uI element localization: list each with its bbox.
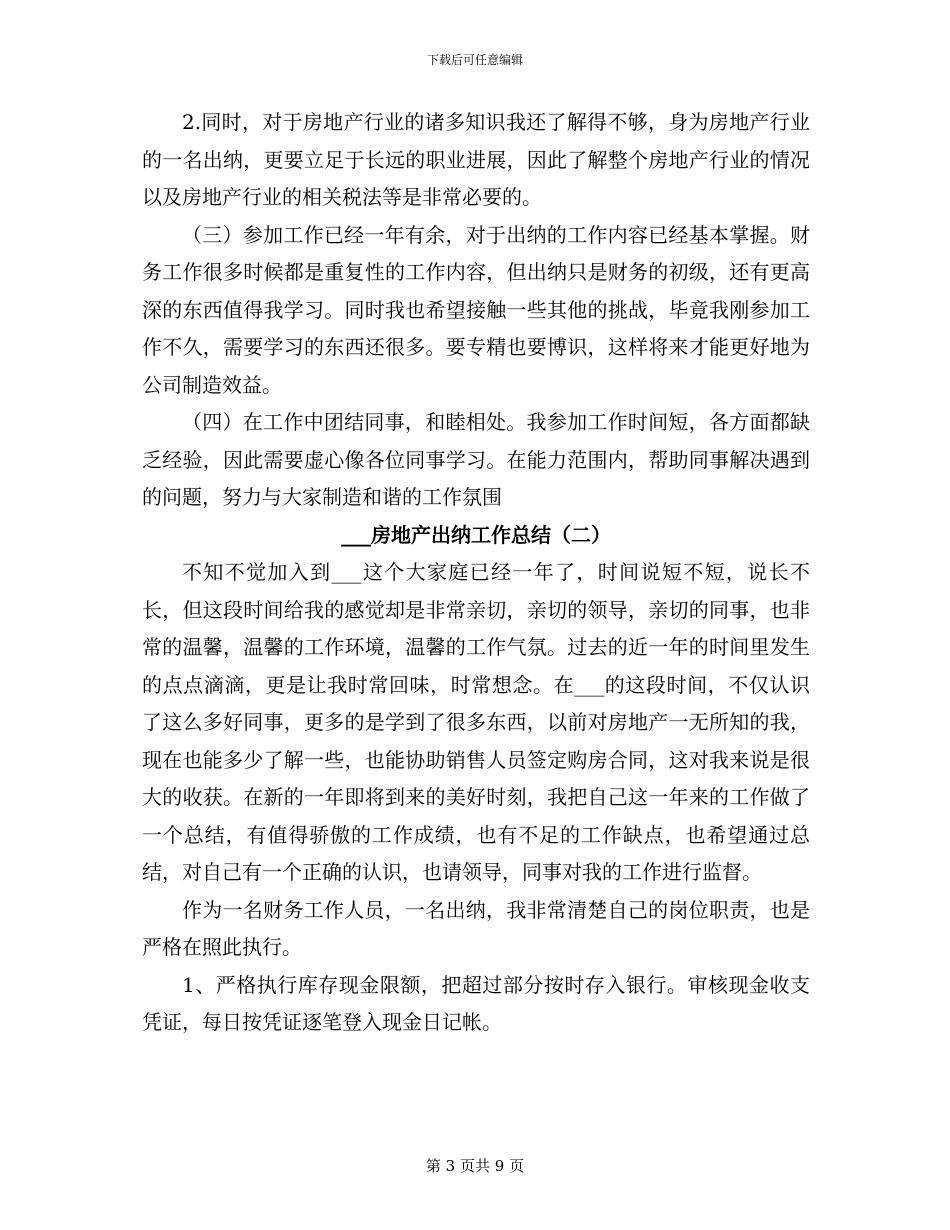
paragraph-duties: 作为一名财务工作人员，一名出纳，我非常清楚自己的岗位职责，也是严格在照此执行。 <box>142 897 810 959</box>
section-heading: ___房地产出纳工作总结（二） <box>341 522 611 547</box>
document-body <box>142 104 810 1042</box>
paragraph-knowledge: 2.同时，对于房地产行业的诸多知识我还了解得不够，身为房地产行业的一名出纳，更要立足于长远的职业进展，因此了解整个房地产行业的情况以及房地产行业的相关税法等是非常必要的。 <box>142 110 810 209</box>
paragraph-intro: 不知不觉加入到___这个大家庭已经一年了，时间说短不短，说长不长，但这段时间给我的感觉却是非常亲切，亲切的领导，亲切的同事，也非常的温馨，温馨的工作环境，温馨的工作气氛。过去的近一年的时间里发生的点点滴滴，更是让我时常回味，时常想念。在___的这段时间，不仅认识了这么多好同事，更多的是学到了很多东西，以前对房地产一无所知的我，现在也能多少了解一些，也能协助销售人员签定购房合同，这对我来说是很大的收获。在新的一年即将到来的美好时刻，我把自己这一年来的工作做了一个总结，有值得骄傲的工作成绩，也有不足的工作缺点，也希望通过总结，对自己有一个正确的认识，也请领导，同事对我的工作进行监督。 <box>142 560 810 884</box>
paragraph-item-one: 1、严格执行库存现金限额，把超过部分按时存入银行。审核现金收支凭证，每日按凭证逐笔登入现金日记帐。 <box>142 972 810 1034</box>
paragraph-section-four: （四）在工作中团结同事，和睦相处。我参加工作时间短，各方面都缺乏经验，因此需要虚心像各位同事学习。在能力范围内，帮助同事解决遇到的问题，努力与大家制造和谐的工作氛围 <box>142 410 810 509</box>
paragraph-section-three: （三）参加工作已经一年有余，对于出纳的工作内容已经基本掌握。财务工作很多时候都是重复性的工作内容，但出纳只是财务的初级，还有更高深的东西值得我学习。同时我也希望接触一些其他的挑战，毕竟我刚参加工作不久，需要学习的东西还很多。要专精也要博识，这样将来才能更好地为公司制造效益。 <box>142 222 810 397</box>
page-footer: 第 3 页共 9 页 <box>425 1157 525 1175</box>
page-header: 下载后可任意编辑 <box>426 53 523 67</box>
